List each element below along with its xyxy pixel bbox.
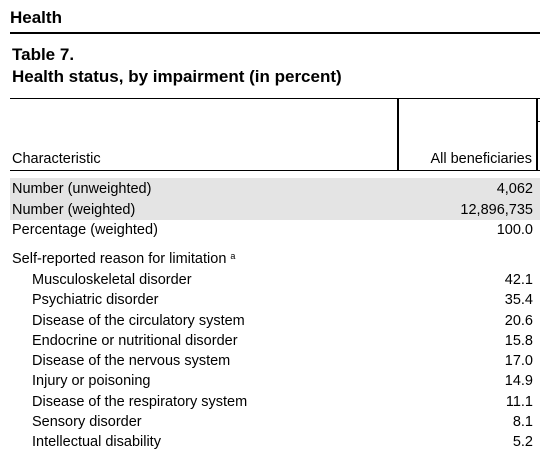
row-value: 100.0 (496, 222, 533, 238)
table-row (10, 200, 540, 220)
row-value: 8.1 (512, 414, 533, 430)
table-row (10, 392, 540, 412)
row-value: 20.6 (504, 313, 533, 329)
table-row (10, 351, 540, 371)
row-value: 17.0 (504, 353, 533, 369)
row-label: Sensory disorder (32, 414, 142, 430)
row-label: Disease of the nervous system (32, 353, 231, 369)
row-value: 5.2 (512, 434, 533, 450)
table-row (10, 331, 540, 351)
row-value: 35.4 (504, 292, 533, 308)
row-value: 42.1 (504, 272, 533, 288)
row-label: Endocrine or nutritional disorder (32, 333, 238, 349)
row-label: Psychiatric disorder (32, 292, 159, 308)
row-label: Injury or poisoning (32, 373, 151, 389)
row-label: Number (weighted) (12, 202, 136, 218)
header-tick (536, 121, 540, 122)
table-title: Health status, by impairment (in percent) (12, 67, 342, 86)
section-heading: Health (10, 8, 62, 27)
row-value: 14.9 (504, 373, 533, 389)
table-row (10, 371, 540, 391)
top-rule (10, 32, 540, 34)
table-row (10, 270, 540, 290)
table-row (10, 311, 540, 331)
table-row (10, 290, 540, 310)
footnote-marker: a (230, 251, 236, 261)
row-value: 11.1 (505, 394, 533, 410)
table-row (10, 432, 540, 452)
header-top-rule (10, 98, 540, 99)
row-label: Musculoskeletal disorder (32, 272, 192, 288)
row-value: 15.8 (504, 333, 533, 349)
row-label: Intellectual disability (32, 434, 161, 450)
column-header-all-beneficiaries: All beneficiaries (430, 151, 532, 167)
row-label: Disease of the respiratory system (32, 394, 248, 410)
header-bottom-rule (10, 170, 540, 171)
table-row (10, 220, 540, 240)
column-header-characteristic: Characteristic (12, 151, 101, 167)
row-label: Number (unweighted) (12, 181, 152, 197)
row-label: Percentage (weighted) (12, 222, 158, 238)
table-row (10, 412, 540, 432)
row-label: Disease of the circulatory system (32, 313, 245, 329)
group-label: Self-reported reason for limitation $^a$ (12, 251, 236, 267)
column-divider (397, 98, 399, 170)
table-row (10, 179, 540, 199)
table-number: Table 7. (12, 45, 75, 64)
group-heading-row (10, 249, 540, 269)
row-value: 12,896,735 (460, 202, 533, 218)
row-value: 4,062 (496, 181, 533, 197)
column-divider (536, 98, 538, 170)
